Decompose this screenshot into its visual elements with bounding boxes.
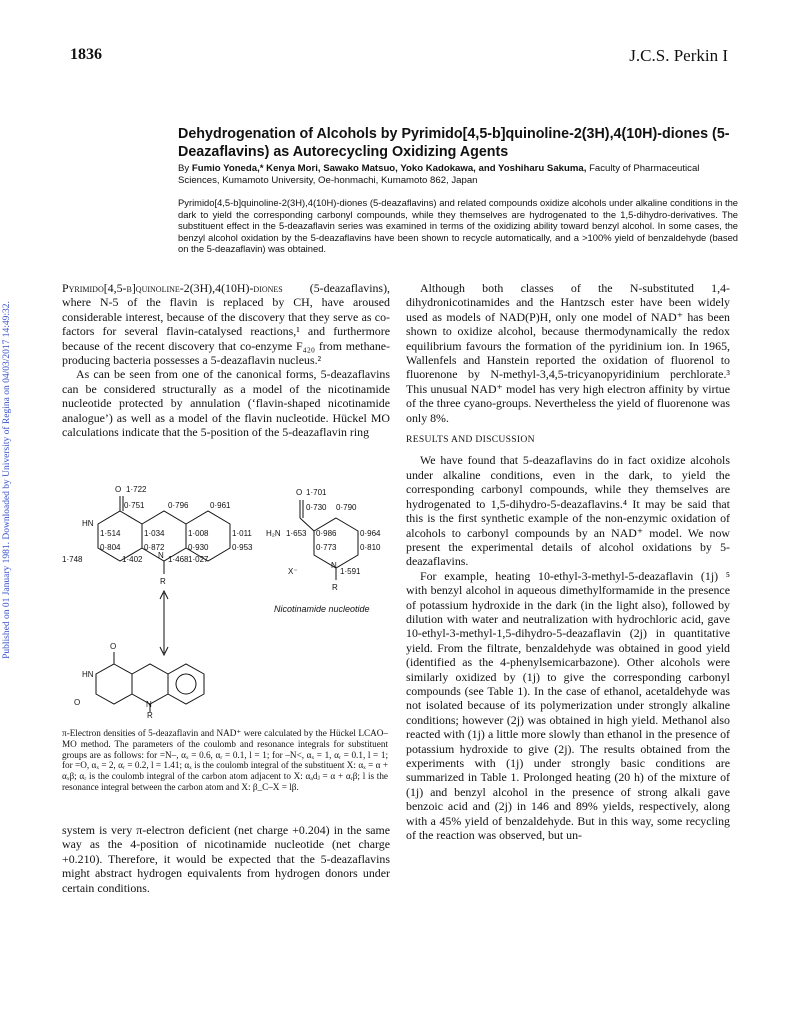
- author-names: Fumio Yoneda,* Kenya Mori, Sawako Matsuo, Yoko Kadokawa, and Yoshiharu Sakuma,: [191, 163, 587, 174]
- author-block: [178, 163, 738, 187]
- intro-paragraph: (5-deazaflavins), where N-5 of the flavin is replaced by CH, have aroused considerable interest, because of the discovery that they serve as co-factors for several flavin-catalysed reactions,¹ and furthermore because of the recent discovery that co-enzyme F₄₂₀ from methane-producing bacteria possesses a 5-deazaflavin nucleus.²: [62, 281, 390, 368]
- affiliation: Faculty of Pharmaceutical Sciences, Kumamoto University, Oe-honmachi, Kumamoto 862, Japan: [178, 163, 700, 186]
- intro-lead: Pyrimido[4,5-b]quinoline-2(3H),4(10H)-diones: [62, 281, 283, 295]
- lower-r: R: [147, 711, 153, 718]
- df-v7: 1·011: [232, 529, 252, 538]
- nad-x: X⁻: [288, 567, 298, 576]
- download-notice-text: Published on 01 January 1981. Downloaded by University of Regina on 04/03/2017 14:49:32.: [2, 301, 12, 659]
- deficient-paragraph: system is very π-electron deficient (net charge +0.204) in the same way as the 4-position of nicotinamide nucleotide (net charge +0.210). Therefore, it would be expected that the 5-deazaflavins might abstract hydrogen equivalents from hydrogen donors under certain conditions.: [62, 823, 390, 895]
- section-heading: RESULTS AND DISCUSSION: [406, 434, 535, 446]
- df-o-val: 1·722: [126, 485, 147, 494]
- nad-v1: 0·730: [306, 503, 327, 512]
- lower-ring-a: [96, 664, 132, 704]
- df-hn: HN: [82, 519, 94, 528]
- df-v10: 0·930: [188, 543, 209, 552]
- left-column-top: [62, 281, 390, 439]
- download-notice: [2, 200, 16, 760]
- df-v2: 0·796: [168, 501, 189, 510]
- lower-n: N: [146, 700, 152, 709]
- nad-v8: 1·591: [340, 567, 361, 576]
- figure-caption: π-Electron densities of 5-deazaflavin and NAD⁺ were calculated by the Hückel LCAO–MO method. The parameters of the coulomb and resonance integrals for substituent groups are as follows: for =N–, αₓ = 0.6, αᵣ = 0.1, l = 1; for –N<, αₓ = 1, αᵣ = 0.1, l = 1; for =O, αₓ = 2, αᵣ = 0.2, l = 1.41; αₓ is the coulomb integral of the substituent X: αₓ = α + αₓβ; αᵣ is the coulomb integral of the carbon atom adjacent to X: αₐdⱼ = α + αᵣβ; l is the resonance integral between the carbon atom and X: β_C–X = lβ.: [62, 728, 388, 792]
- nad-v5: 0·964: [360, 529, 381, 538]
- df-v6: 1·008: [188, 529, 209, 538]
- df-v11: 0·953: [232, 543, 253, 552]
- nad-n: N: [331, 561, 337, 570]
- df-v12: 1·748: [62, 555, 83, 564]
- df-v5: 1·034: [144, 529, 165, 538]
- right-column: [406, 281, 730, 842]
- nad-o-val: 1·701: [306, 488, 327, 497]
- nad-v6: 0·773: [316, 543, 337, 552]
- df-v3: 0·961: [210, 501, 231, 510]
- lower-o: O: [110, 642, 117, 651]
- lower-hn: HN: [82, 670, 94, 679]
- lower-ring-c: [168, 664, 204, 704]
- results-paragraph: We have found that 5-deazaflavins do in fact oxidize alcohols under alkaline conditions, even in the dark, to yield the corresponding carbonyl compounds, while they themselves are hydrogenated to 1,5-dihydro-5-deazaflavins.⁴ It may be said that this is the first synthetic example of the non-enzymic oxidation of alcohols to carbonyl compounds by an NAD⁺ model. We now present the experimental details of alcohol oxidations by 5-deazaflavins.: [406, 453, 730, 569]
- df-n: N: [158, 551, 164, 560]
- df-v8: 0·804: [100, 543, 121, 552]
- journal-name: J.C.S. Perkin I: [629, 46, 728, 65]
- df-v15: 1·027: [188, 555, 209, 564]
- lower-o2: O: [74, 698, 81, 707]
- abstract: Pyrimido[4,5-b]quinoline-2(3H),4(10H)-diones (5-deazaflavins) and related compounds oxidize alcohols under alkaline conditions in the dark to yield the corresponding carbonyl compounds, while they themselves are hydrogenated to the 1,5-dihydro-derivatives. The substituent effect in the 5-deazaflavin series was examined in terms of the oxidizing ability toward benzyl alcohol. In some cases, the benzyl alcohol oxidation by the 5-deazaflavins have been shown to recycle automatically, and a >100% yield of benzaldehyde (based on the 5-deazaflavin) was obtained.: [178, 197, 738, 254]
- df-o: O: [115, 485, 122, 494]
- structure-figure: [60, 478, 400, 718]
- example-paragraph: For example, heating 10-ethyl-3-methyl-5-deazaflavin (1j) ⁵ with benzyl alcohol in aqueous dimethylformamide in the presence of potassium hydroxide in the dark (in the light also), followed by dilution with water and neutralization with hydrochloric acid, gave 10-ethyl-3-methyl-1,5-dihydro-5-deazaflavin (2j) in quantitative yield. From the filtrate, benzaldehyde was obtained in good yield (identified as the 4-phenylsemicarbazone). Other alcohols were similarly oxidized by (1j) to give the corresponding carbonyl compounds (see Table 1). In the case of ethanol, acetaldehyde was not isolated because of its polymerization under strongly alkaline conditions; however (2j) was obtained in high yield. Methanol also reacted with (1j) a little more slowly than ethanol in the presence of potassium hydroxide to give (2j). The results obtained from the experiments with (1j) under strongly basic conditions are summarized in Table 1. Prolonged heating (20 h) of the mixture of (1j) and benzyl alcohol in the presence of strong alkali gave benzoic acid and (2j) in 146 and 89% yields, respectively, along with a 45% yield of benzaldehyde. But in this way, some recycling of the reaction was observed, but un-: [406, 568, 730, 843]
- lower-ring-b: [132, 664, 168, 704]
- page-number: 1836: [70, 46, 102, 63]
- df-v1: 0·751: [124, 501, 145, 510]
- nad-v2: 0·790: [336, 503, 357, 512]
- df-v4: 1·514: [100, 529, 121, 538]
- byline-prefix: By: [178, 163, 190, 174]
- df-v9: 0·872: [144, 543, 165, 552]
- df-v14: 1·468: [168, 555, 189, 564]
- nad-h2n: H₂N: [266, 529, 281, 538]
- nad-model-paragraph: Although both classes of the N-substituted 1,4-dihydronicotinamides and the Hantzsch ester have been widely used as models of NAD(P)H, only one model of NAD⁺ has been shown to oxidize alcohol, because thermodynamically the redox equilibrium favours the formation of the pyridinium ion. In 1965, Wallenfels and Hanstein reported the oxidation of fluorenol to fluorenone by N-methyl-3,4,5-tricyanopyridinium perchlorate.³ This unusual NAD⁺ model has very high electron affinity by virtue of the three cyano-groups. Nevertheless the yield of fluorenone was only 8%.: [406, 281, 730, 425]
- left-column-bottom: [62, 823, 390, 895]
- nad-o: O: [296, 488, 303, 497]
- nad-v4: 0·986: [316, 529, 337, 538]
- df-r: R: [160, 577, 166, 586]
- article-title: Dehydrogenation of Alcohols by Pyrimido[4,5-b]quinoline-2(3H),4(10H)-diones (5-Deazaflavins) as Autorecycling Oxidizing Agents: [178, 126, 730, 160]
- df-v13: 1·402: [122, 555, 143, 564]
- nad-v7: 0·810: [360, 543, 381, 552]
- nad-v3: 1·653: [286, 529, 307, 538]
- nad-r: R: [332, 583, 338, 592]
- nad-caption: Nicotinamide nucleotide: [274, 604, 370, 614]
- canonical-paragraph: As can be seen from one of the canonical forms, 5-deazaflavins can be considered structurally as a model of the nicotinamide nucleotide protected by annulation (‘flavin-shaped nicotinamide analogue’) as well as a model of the flavin nucleotide. Hückel MO calculations indicate that the 5-position of the 5-deazaflavin ring: [62, 367, 390, 440]
